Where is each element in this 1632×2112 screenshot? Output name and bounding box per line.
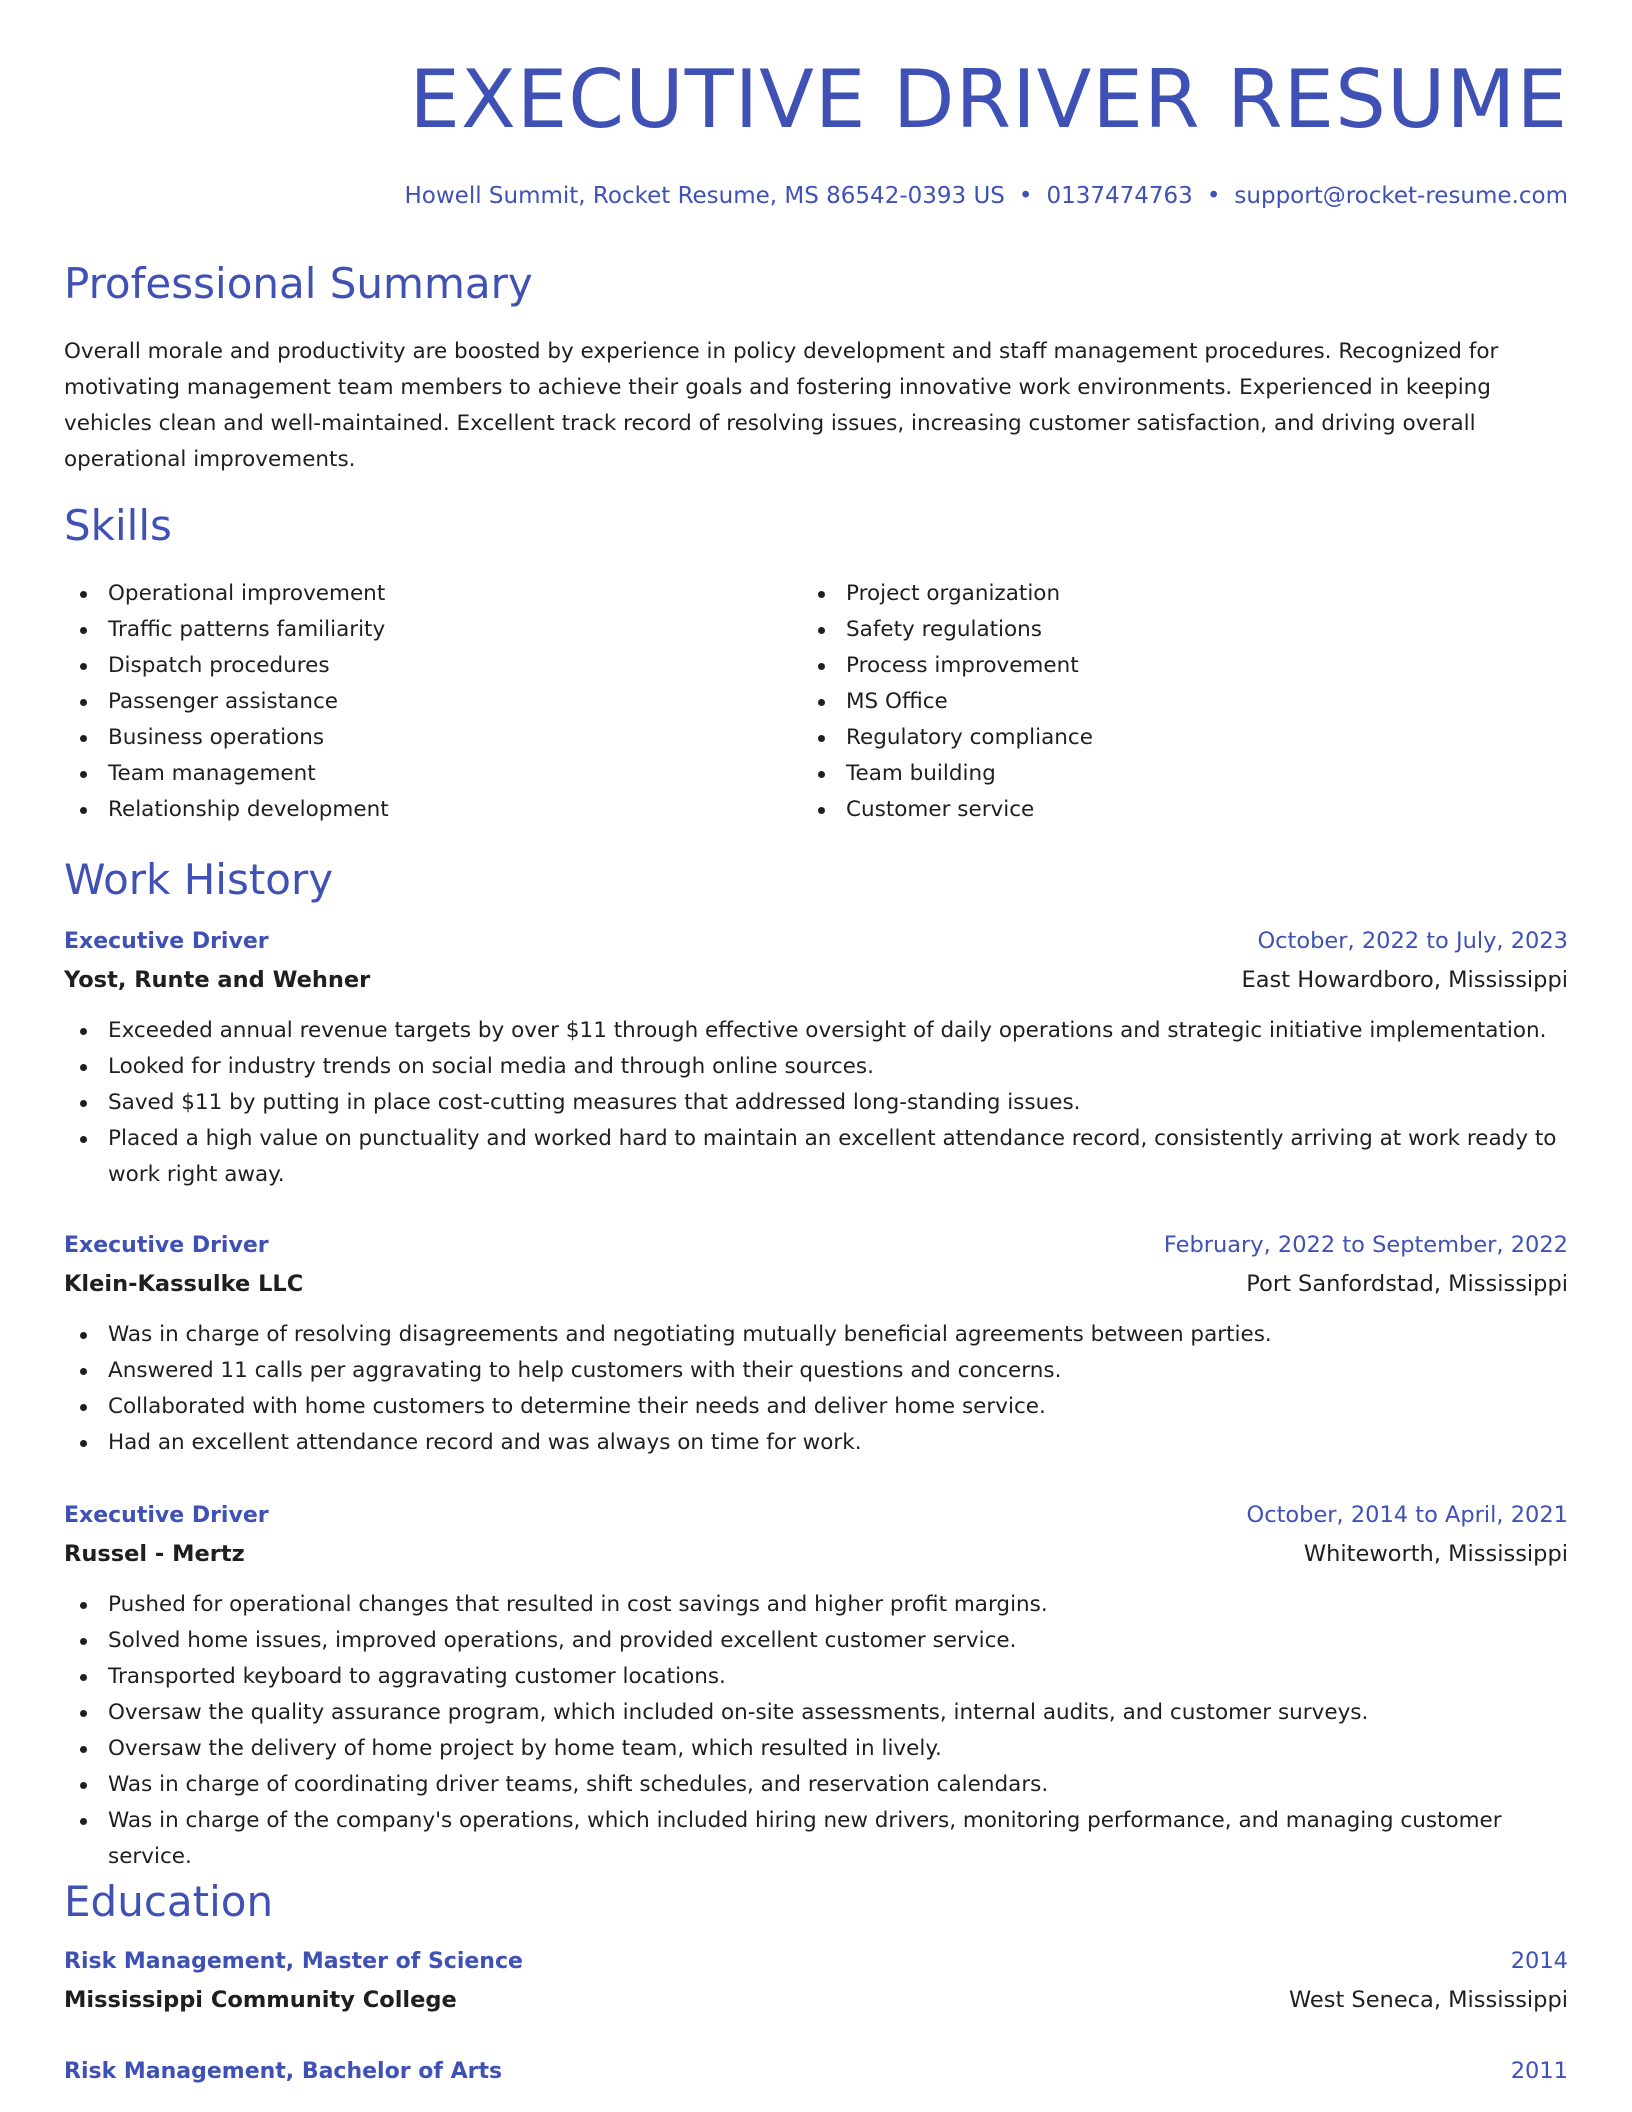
education-location: West Seneca, Mississippi bbox=[1288, 1987, 1568, 2013]
job-company: Yost, Runte and Wehner bbox=[64, 967, 371, 993]
job-company: Russel - Mertz bbox=[64, 1541, 245, 1567]
work-history-heading: Work History bbox=[64, 855, 334, 904]
contact-email: support@rocket-resume.com bbox=[1234, 183, 1568, 209]
job-bullet: Collaborated with home customers to determine their needs and deliver home service. bbox=[64, 1389, 1568, 1425]
contact-line bbox=[404, 180, 1568, 212]
job-bullet: Pushed for operational changes that resulted in cost savings and higher profit margins. bbox=[64, 1587, 1568, 1623]
job-bullet: Answered 11 calls per aggravating to help customers with their questions and concerns. bbox=[64, 1353, 1568, 1389]
job-bullet: Had an excellent attendance record and was always on time for work. bbox=[64, 1425, 1568, 1461]
job-bullet: Transported keyboard to aggravating customer locations. bbox=[64, 1659, 1568, 1695]
education-year: 2014 bbox=[1510, 1948, 1568, 1974]
job-dates: October, 2022 to July, 2023 bbox=[1257, 928, 1568, 954]
job-title: Executive Driver bbox=[64, 1233, 269, 1258]
education-degree: Risk Management, Bachelor of Arts bbox=[64, 2059, 503, 2084]
job-bullets bbox=[64, 1587, 1568, 1875]
job-bullet: Solved home issues, improved operations, and provided excellent customer service. bbox=[64, 1623, 1568, 1659]
job-company: Klein-Kassulke LLC bbox=[64, 1271, 304, 1297]
skill-item: Business operations bbox=[64, 720, 802, 756]
job-bullet: Oversaw the delivery of home project by home team, which resulted in lively. bbox=[64, 1731, 1568, 1767]
skill-item: Process improvement bbox=[802, 648, 1540, 684]
skills-heading: Skills bbox=[64, 501, 172, 550]
job-bullets bbox=[64, 1317, 1568, 1461]
skill-item: Project organization bbox=[802, 576, 1540, 612]
skills-column-left bbox=[64, 576, 802, 828]
job-bullet: Placed a high value on punctuality and worked hard to maintain an excellent attendance record, consistently arriving at work ready to work right away. bbox=[64, 1121, 1568, 1193]
contact-separator: • bbox=[1018, 183, 1033, 209]
education-year: 2011 bbox=[1510, 2058, 1568, 2084]
skill-item: Team building bbox=[802, 756, 1540, 792]
contact-address: Howell Summit, Rocket Resume, MS 86542-0393 US bbox=[404, 183, 1005, 209]
skill-item: Safety regulations bbox=[802, 612, 1540, 648]
job-entry bbox=[64, 922, 1568, 1193]
job-dates: October, 2014 to April, 2021 bbox=[1246, 1502, 1568, 1528]
job-title: Executive Driver bbox=[64, 1503, 269, 1528]
education-entry bbox=[64, 2052, 1568, 2091]
contact-separator: • bbox=[1206, 183, 1221, 209]
job-location: East Howardboro, Mississippi bbox=[1241, 967, 1568, 993]
skill-item: Operational improvement bbox=[64, 576, 802, 612]
skill-item: Team management bbox=[64, 756, 802, 792]
job-bullet: Oversaw the quality assurance program, which included on-site assessments, internal audits, and customer surveys. bbox=[64, 1695, 1568, 1731]
job-bullet: Was in charge of resolving disagreements and negotiating mutually beneficial agreements between parties. bbox=[64, 1317, 1568, 1353]
job-entry bbox=[64, 1226, 1568, 1461]
job-bullet: Saved $11 by putting in place cost-cutting measures that addressed long-standing issues. bbox=[64, 1085, 1568, 1121]
education-heading: Education bbox=[64, 1877, 274, 1926]
education-entry bbox=[64, 1942, 1568, 2019]
education-school: Mississippi Community College bbox=[64, 1987, 457, 2013]
job-bullet: Looked for industry trends on social media and through online sources. bbox=[64, 1049, 1568, 1085]
resume-title: EXECUTIVE DRIVER RESUME bbox=[409, 53, 1568, 146]
job-bullet: Was in charge of the company's operations, which included hiring new drivers, monitoring performance, and managing customer service. bbox=[64, 1803, 1568, 1875]
education-degree: Risk Management, Master of Science bbox=[64, 1949, 523, 1974]
skills-list bbox=[64, 576, 1568, 828]
job-location: Whiteworth, Mississippi bbox=[1303, 1541, 1568, 1567]
summary-text: Overall morale and productivity are boosted by experience in policy development and staff management procedures. Recognized for motivating management team members to achieve their goals and fostering innovative work environments. Experienced in keeping vehicles clean and well-maintained. Excellent track record of resolving issues, increasing customer satisfaction, and driving overall operational improvements. bbox=[64, 339, 1499, 472]
skill-item: Relationship development bbox=[64, 792, 802, 828]
skill-item: Regulatory compliance bbox=[802, 720, 1540, 756]
skill-item: Customer service bbox=[802, 792, 1540, 828]
job-entry bbox=[64, 1496, 1568, 1875]
contact-phone: 0137474763 bbox=[1046, 183, 1193, 209]
skill-item: Traffic patterns familiarity bbox=[64, 612, 802, 648]
job-dates: February, 2022 to September, 2022 bbox=[1163, 1232, 1568, 1258]
job-bullet: Was in charge of coordinating driver teams, shift schedules, and reservation calendars. bbox=[64, 1767, 1568, 1803]
summary-heading: Professional Summary bbox=[64, 259, 533, 308]
skill-item: Dispatch procedures bbox=[64, 648, 802, 684]
skill-item: Passenger assistance bbox=[64, 684, 802, 720]
job-title: Executive Driver bbox=[64, 929, 269, 954]
job-bullet: Exceeded annual revenue targets by over $11 through effective oversight of daily operations and strategic initiative implementation. bbox=[64, 1013, 1568, 1049]
skill-item: MS Office bbox=[802, 684, 1540, 720]
skills-column-right bbox=[802, 576, 1540, 828]
job-bullets bbox=[64, 1013, 1568, 1193]
job-location: Port Sanfordstad, Mississippi bbox=[1246, 1271, 1568, 1297]
